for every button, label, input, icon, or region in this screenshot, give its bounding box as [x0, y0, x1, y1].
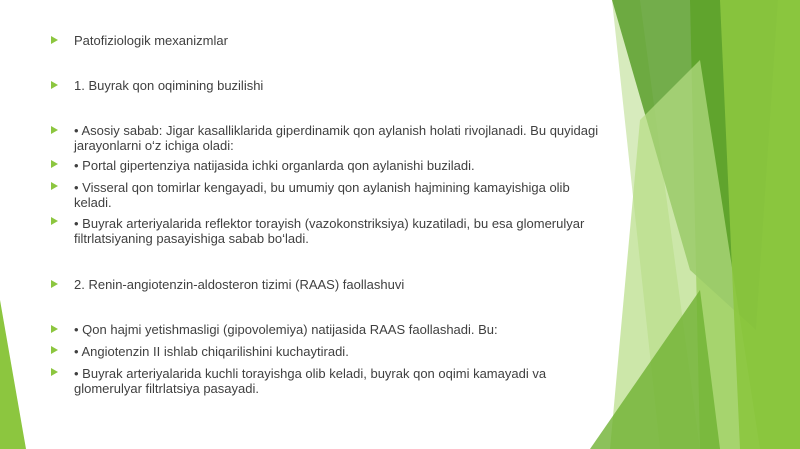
bullet-text: 1. Buyrak qon oqimining buzilishi [74, 78, 264, 93]
bullet-text: • Buyrak arteriyalarida kuchli torayishga olib keladi, buyrak qon oqimi kamayadi va glomerulyar filtrlatsiya pasayadi. [74, 366, 547, 396]
bullet-text: 2. Renin-angiotenzin-aldosteron tizimi (RAAS) faollashuvi [74, 277, 405, 292]
bullet-arrow-icon [51, 182, 58, 190]
bullet-text: Patofiziologik mexanizmlar [74, 33, 228, 48]
bullet-text: • Portal gipertenziya natijasida ichki organlarda qon aylanishi buziladi. [74, 158, 475, 173]
bullet-arrow-icon [51, 368, 58, 376]
bullet-arrow-icon [51, 280, 58, 288]
bullet-arrow-icon [51, 217, 58, 225]
bullet-text: • Buyrak arteriyalarida reflektor torayish (vazokonstriksiya) kuzatiladi, bu esa glomerulyar filtrlatsiyaning pasayishiga sabab bo‘ladi. [74, 216, 585, 246]
bullet-arrow-icon [51, 160, 58, 168]
bullet-text: • Asosiy sabab: Jigar kasalliklarida giperdinamik qon aylanish holati rivojlanadi. Bu quyidagi jarayonlarni o‘z ichiga oladi: [74, 123, 599, 153]
bullet-arrow-icon [51, 346, 58, 354]
bullet-arrow-icon [51, 126, 58, 134]
bullet-arrow-icon [51, 325, 58, 333]
bullet-text: • Angiotenzin II ishlab chiqarilishini kuchaytiradi. [74, 344, 349, 359]
bullet-arrow-icon [51, 36, 58, 44]
bullet-text: • Qon hajmi yetishmasligi (gipovolemiya) natijasida RAAS faollashadi. Bu: [74, 322, 498, 337]
bullet-arrow-icon [51, 81, 58, 89]
bullet-text: • Visseral qon tomirlar kengayadi, bu umumiy qon aylanish hajmining kamayishiga olib keladi. [74, 180, 570, 210]
